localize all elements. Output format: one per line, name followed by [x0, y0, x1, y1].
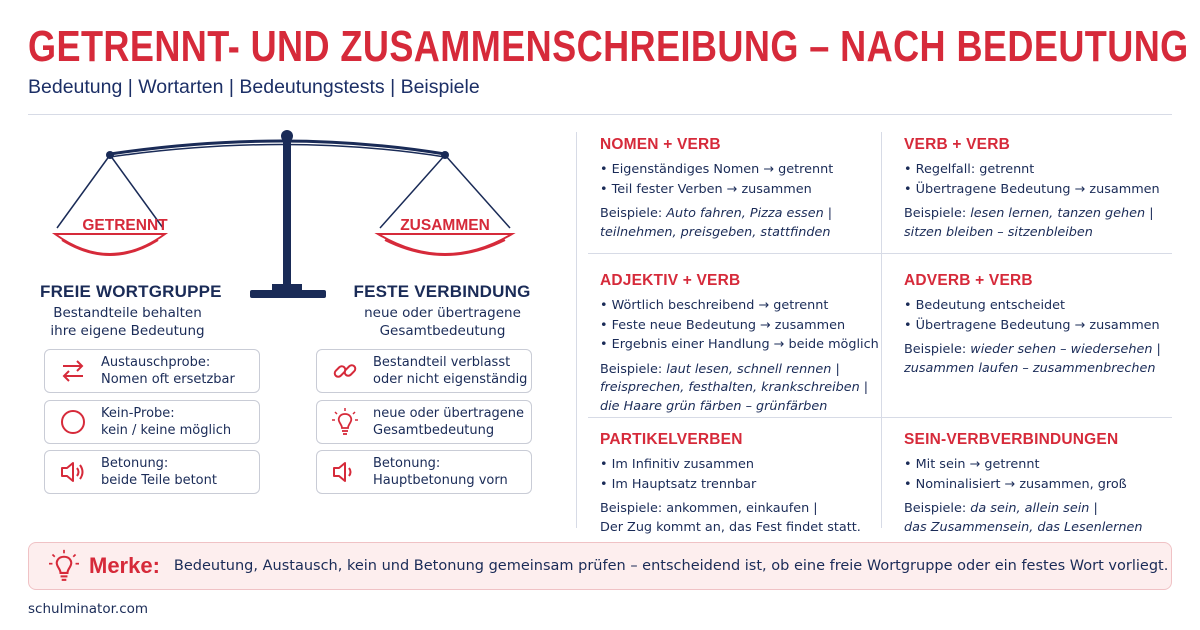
adjektiv-verb-examples: Beispiele: laut lesen, schnell rennen | freisprechen, festhalten, krankschreiben | die Haare grün färben – grünfärben	[600, 361, 869, 414]
kein-probe-box: Kein-Probe: kein / keine möglich	[44, 400, 260, 444]
grid-divider-row2	[588, 417, 1172, 418]
freie-wortgruppe-heading: FREIE WORTGRUPPE	[40, 282, 222, 301]
partikelverben-title: PARTIKELVERBEN	[600, 431, 743, 448]
left-pan	[55, 234, 165, 254]
merke-banner	[28, 542, 1172, 590]
grid-divider-left	[576, 132, 577, 528]
list-item: • Ergebnis einer Handlung → beide möglich	[600, 335, 879, 355]
list-item: • Mit sein → getrennt	[904, 455, 1142, 475]
list-item: • Eigenständiges Nomen → getrennt	[600, 160, 833, 180]
footer-site: schulminator.com	[28, 601, 149, 617]
list-item: • Nominalisiert → zusammen, groß	[904, 475, 1142, 495]
grid-divider-middle	[881, 132, 882, 528]
partikelverben-section	[600, 431, 861, 537]
list-item: • Übertragene Bedeutung → zusammen	[904, 316, 1161, 336]
sein-verbverbindungen-section	[904, 431, 1142, 537]
right-pan-label: ZUSAMMEN	[400, 217, 490, 234]
grid-divider-row1	[588, 253, 1172, 254]
adverb-verb-title: ADVERB + VERB	[904, 272, 1033, 289]
sein-verbverbindungen-title: SEIN-VERBVERBINDUNGEN	[904, 431, 1119, 448]
right-pan	[378, 234, 512, 254]
feste-verbindung-description: neue oder übertragene Gesamtbedeutung	[364, 305, 521, 339]
lightbulb-icon	[317, 408, 373, 436]
adjektiv-verb-section	[600, 272, 879, 416]
partikelverben-examples: Beispiele: ankommen, einkaufen | Der Zug kommt an, das Fest findet statt.	[600, 501, 861, 535]
verb-verb-section	[904, 136, 1160, 242]
adjektiv-verb-title: ADJEKTIV + VERB	[600, 272, 741, 289]
page-title: GETRENNT- UND ZUSAMMENSCHREIBUNG – NACH BEDEUTUNG	[28, 22, 1189, 71]
header-divider	[28, 114, 1172, 115]
swap-arrows-icon	[45, 360, 101, 382]
betonung-vorn-box: Betonung: Hauptbetonung vorn	[316, 450, 532, 494]
bestandteil-verblasst-box: Bestandteil verblasst oder nicht eigenständig	[316, 349, 532, 393]
chain-link-icon	[317, 358, 373, 384]
betonung-beide-box: Betonung: beide Teile betont	[44, 450, 260, 494]
left-pan-label: GETRENNT	[82, 217, 168, 234]
merke-label: Merke:	[89, 553, 160, 578]
list-item: • Wörtlich beschreibend → getrennt	[600, 296, 879, 316]
nomen-verb-section	[600, 136, 833, 242]
scale-pillar	[283, 140, 291, 288]
merke-text: Bedeutung, Austausch, kein und Betonung gemeinsam prüfen – entscheidend ist, ob eine freie Wortgruppe oder ein festes Wort vorliegt.	[173, 558, 1169, 574]
speaker-icon	[45, 460, 101, 484]
list-item: • Bedeutung entscheidet	[904, 296, 1161, 316]
list-item: • Im Hauptsatz trennbar	[600, 475, 861, 495]
verb-verb-title: VERB + VERB	[904, 136, 1010, 153]
nomen-verb-title: NOMEN + VERB	[600, 136, 721, 153]
scale-base	[250, 290, 326, 298]
circle-icon	[45, 409, 101, 435]
freie-wortgruppe-description: Bestandteile behalten ihre eigene Bedeutung	[50, 305, 205, 339]
nomen-verb-examples: Beispiele: Auto fahren, Pizza essen | teilnehmen, preisgeben, stattfinden	[600, 206, 833, 240]
page-subtitle: Bedeutung | Wortarten | Bedeutungstests | Beispiele	[28, 76, 480, 98]
sein-verbverbindungen-examples: Beispiele: da sein, allein sein | das Zusammensein, das Lesenlernen	[904, 501, 1143, 535]
lightbulb-icon	[49, 549, 79, 583]
feste-verbindung-heading: FESTE VERBINDUNG	[353, 282, 531, 301]
list-item: • Regelfall: getrennt	[904, 160, 1160, 180]
list-item: • Im Infinitiv zusammen	[600, 455, 861, 475]
verb-verb-examples: Beispiele: lesen lernen, tanzen gehen | sitzen bleiben – sitzenbleiben	[904, 206, 1154, 240]
neue-bedeutung-box: neue oder übertragene Gesamtbedeutung	[316, 400, 532, 444]
scale-beam	[110, 141, 445, 154]
list-item: • Teil fester Verben → zusammen	[600, 180, 833, 200]
list-item: • Übertragene Bedeutung → zusammen	[904, 180, 1160, 200]
speaker-icon	[317, 460, 373, 484]
adverb-verb-section	[904, 272, 1161, 378]
austauschprobe-box: Austauschprobe: Nomen oft ersetzbar	[44, 349, 260, 393]
adverb-verb-examples: Beispiele: wieder sehen – wiedersehen | zusammen laufen – zusammenbrechen	[904, 342, 1161, 376]
list-item: • Feste neue Bedeutung → zusammen	[600, 316, 879, 336]
